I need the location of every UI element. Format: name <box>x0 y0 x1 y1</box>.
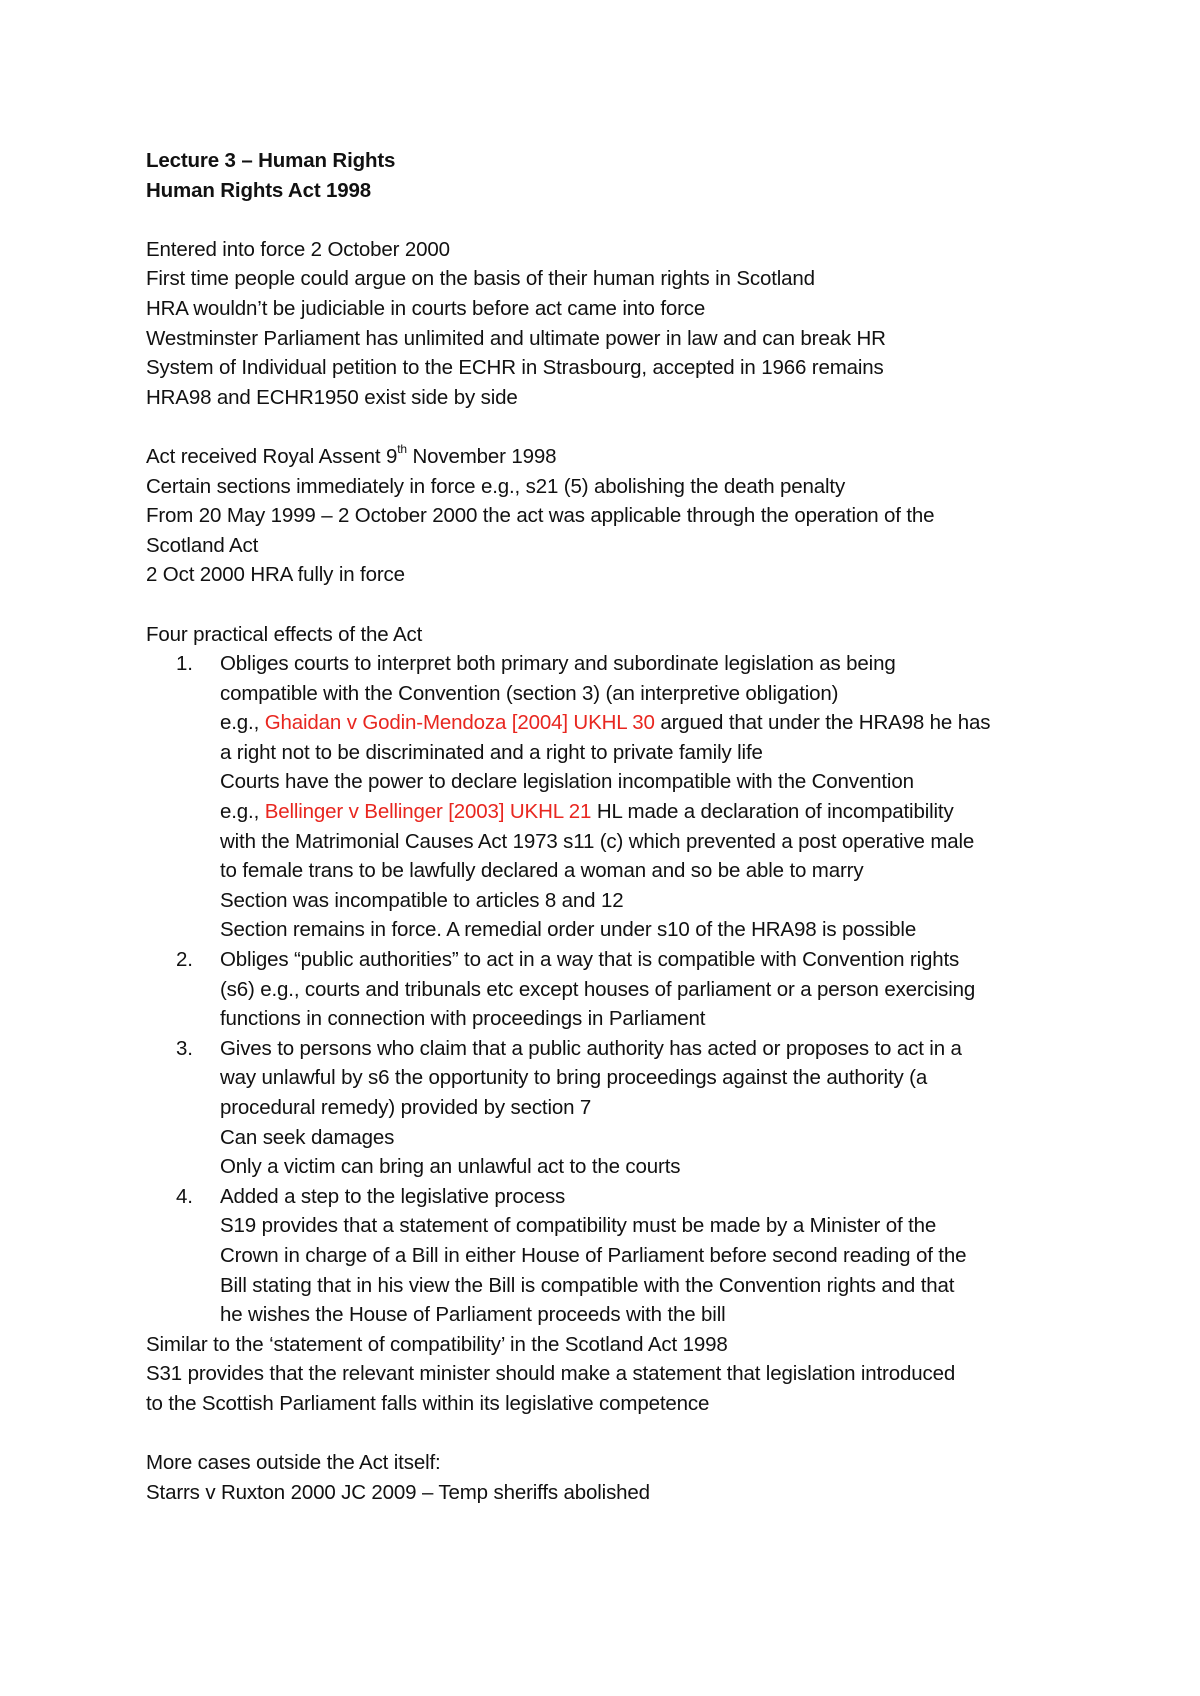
royal-assent-text: Act received Royal Assent 9 <box>146 444 398 468</box>
effect-line: Gives to persons who claim that a public authority has acted or proposes to act in a <box>220 1036 962 1060</box>
effect-line: with the Matrimonial Causes Act 1973 s11 (c) which prevented a post operative male <box>220 829 975 853</box>
intro-line: System of Individual petition to the ECHR in Strasbourg, accepted in 1966 remains <box>146 356 884 380</box>
effect-line: Can seek damages <box>220 1125 395 1149</box>
spacer <box>146 412 1066 442</box>
effect-line <box>220 797 1066 827</box>
effect-item-4 <box>146 1182 1066 1330</box>
assent-line: From 20 May 1999 – 2 October 2000 the act was applicable through the operation of the <box>146 504 935 528</box>
effect-item-3 <box>146 1034 1066 1182</box>
royal-assent-date: November 1998 <box>406 444 557 468</box>
effect-line: functions in connection with proceedings in Parliament <box>220 1007 706 1031</box>
intro-line: First time people could argue on the basis of their human rights in Scotland <box>146 267 815 291</box>
scotland-line: S31 provides that the relevant minister should make a statement that legislation introduced <box>146 1362 956 1386</box>
effects-list <box>146 649 1066 1330</box>
ordinal-suffix: th <box>397 442 407 457</box>
effect-line: compatible with the Convention (section 3) (an interpretive obligation) <box>220 681 839 705</box>
spacer <box>146 205 1066 235</box>
spacer <box>146 1419 1066 1449</box>
effect-text: argued that under the HRA98 he has <box>654 711 991 735</box>
effect-line: Only a victim can bring an unlawful act to the courts <box>220 1155 681 1179</box>
effect-line: S19 provides that a statement of compatibility must be made by a Minister of the <box>220 1214 937 1238</box>
lecture-title: Lecture 3 – Human Rights <box>146 149 396 172</box>
assent-line: Certain sections immediately in force e.g., s21 (5) abolishing the death penalty <box>146 474 846 498</box>
intro-line: Westminster Parliament has unlimited and ultimate power in law and can break HR <box>146 326 886 350</box>
effect-line: Section was incompatible to articles 8 and 12 <box>220 888 624 912</box>
effect-line: Obliges courts to interpret both primary and subordinate legislation as being <box>220 652 896 676</box>
effect-line: Section remains in force. A remedial order under s10 of the HRA98 is possible <box>220 918 917 942</box>
effect-line: he wishes the House of Parliament proceeds with the bill <box>220 1303 726 1327</box>
effect-text: HL made a declaration of incompatibility <box>591 800 954 824</box>
effect-line <box>220 708 1066 738</box>
intro-line: Entered into force 2 October 2000 <box>146 237 450 261</box>
list-number: 4. <box>176 1184 193 1208</box>
scotland-line: to the Scottish Parliament falls within its legislative competence <box>146 1391 710 1415</box>
list-number: 1. <box>176 652 193 676</box>
royal-assent-line <box>146 442 1066 472</box>
lecture-subtitle: Human Rights Act 1998 <box>146 178 372 202</box>
spacer <box>146 590 1066 620</box>
list-number: 2. <box>176 948 193 972</box>
more-cases-heading: More cases outside the Act itself: <box>146 1451 441 1475</box>
effect-line: way unlawful by s6 the opportunity to bring proceedings against the authority (a <box>220 1066 928 1090</box>
effect-line: (s6) e.g., courts and tribunals etc except houses of parliament or a person exercising <box>220 977 976 1001</box>
intro-section <box>146 235 1066 413</box>
case-citation: Bellinger v Bellinger [2003] UKHL 21 <box>264 800 592 824</box>
royal-assent-section <box>146 442 1066 590</box>
document-page <box>146 146 1066 1507</box>
effect-line: Obliges “public authorities” to act in a way that is compatible with Convention rights <box>220 948 960 972</box>
effects-heading: Four practical effects of the Act <box>146 622 423 646</box>
effect-line: Courts have the power to declare legislation incompatible with the Convention <box>220 770 914 794</box>
effect-line: Added a step to the legislative process <box>220 1184 566 1208</box>
case-line: Starrs v Ruxton 2000 JC 2009 – Temp sheriffs abolished <box>146 1480 650 1504</box>
intro-line: HRA wouldn’t be judiciable in courts before act came into force <box>146 296 706 320</box>
effect-line: a right not to be discriminated and a right to private family life <box>220 740 763 764</box>
list-number: 3. <box>176 1036 193 1060</box>
scotland-line: Similar to the ‘statement of compatibility’ in the Scotland Act 1998 <box>146 1332 728 1356</box>
case-citation: Ghaidan v Godin-Mendoza [2004] UKHL 30 <box>264 711 655 735</box>
example-prefix: e.g., <box>220 711 265 735</box>
effect-item-1 <box>146 649 1066 945</box>
effect-line: Bill stating that in his view the Bill is compatible with the Convention rights and that <box>220 1273 955 1297</box>
effect-line: Crown in charge of a Bill in either House of Parliament before second reading of the <box>220 1243 967 1267</box>
example-prefix: e.g., <box>220 800 265 824</box>
scotland-act-section <box>146 1330 1066 1419</box>
assent-line: 2 Oct 2000 HRA fully in force <box>146 563 405 587</box>
intro-line: HRA98 and ECHR1950 exist side by side <box>146 385 518 409</box>
effect-line: procedural remedy) provided by section 7 <box>220 1096 592 1119</box>
effect-item-2 <box>146 945 1066 1034</box>
effect-line: to female trans to be lawfully declared a woman and so be able to marry <box>220 859 864 883</box>
assent-line: Scotland Act <box>146 533 259 557</box>
